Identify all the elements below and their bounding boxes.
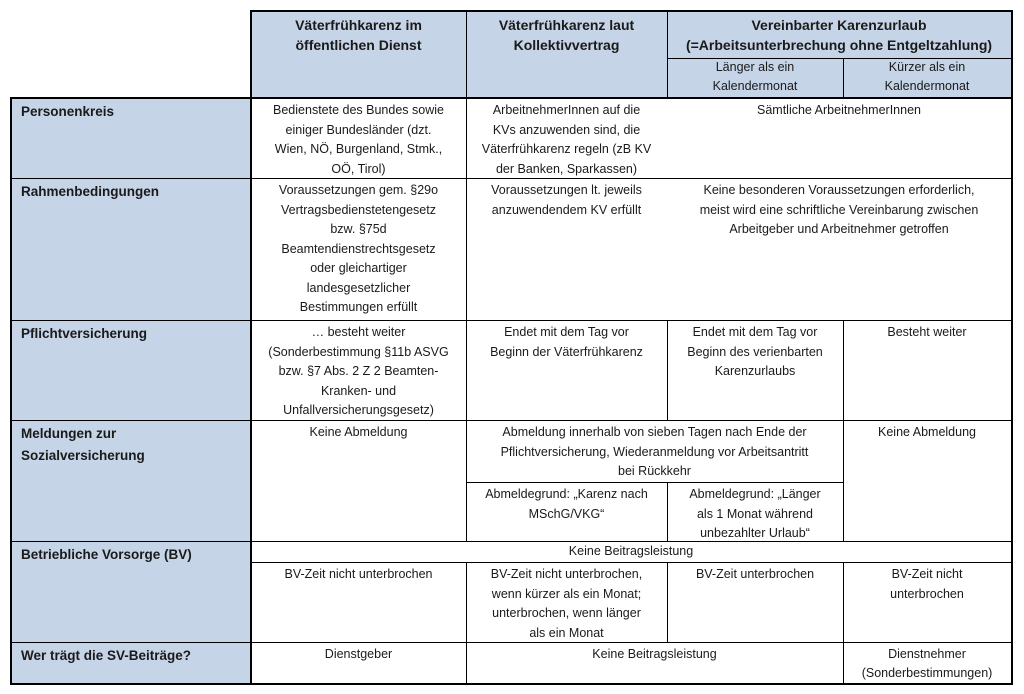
- pflicht-laenger: Endet mit dem Tag vor Beginn des verienbarten Karenzurlaubs: [687, 325, 823, 378]
- meldungen-abmeldegrund-laenger: Abmeldegrund: „Länger als 1 Monat während unbezahlter Urlaub“: [689, 487, 821, 540]
- header-col2: Väterfrühkarenz laut Kollektivvertrag: [466, 11, 667, 98]
- pflicht-kuerzer: Besteht weiter: [887, 325, 967, 339]
- pflicht-kv: Endet mit dem Tag vor Beginn der Väterfrühkarenz: [490, 325, 643, 359]
- header-col3b: Kürzer als ein Kalendermonat: [843, 58, 1011, 98]
- rahmen-karenzurlaub: Keine besonderen Voraussetzungen erforderlich, meist wird eine schriftliche Vereinbarung zwischen Arbeitgeber und Arbeitnehmer getroffen: [699, 183, 979, 236]
- rahmen-oeffentlich: Voraussetzungen gem. §29o Vertragsbedienstetengesetz bzw. §75d Beamtendienstrechtsgesetz oder gleichartiger landesgesetzlicher Bestimmungen erfüllt: [278, 183, 439, 314]
- personenkreis-karenzurlaub: Sämtliche ArbeitnehmerInnen: [757, 103, 921, 117]
- row-label-rahmenbedingungen: Rahmenbedingungen: [11, 178, 251, 320]
- bv-keine-beitragsleistung: Keine Beitragsleistung: [568, 544, 694, 558]
- row-label-wer-traegt: Wer trägt die SV-Beiträge?: [11, 642, 251, 684]
- header-col3: Vereinbarter Karenzurlaub (=Arbeitsunterbrechung ohne Entgeltzahlung): [667, 11, 1011, 58]
- bv-laenger: BV-Zeit unterbrochen: [695, 567, 815, 581]
- row-label-bv: Betriebliche Vorsorge (BV): [11, 541, 251, 642]
- row-label-pflichtversicherung: Pflichtversicherung: [11, 320, 251, 420]
- pflicht-oeffentlich: … besteht weiter (Sonderbestimmung §11b ASVG bzw. §7 Abs. 2 Z 2 Beamten- Kranken- und Unfallversicherungsgesetz): [268, 325, 449, 417]
- bv-oeffentlich: BV-Zeit nicht unterbrochen: [284, 567, 433, 581]
- wer-keine-beitragsleistung: Keine Beitragsleistung: [592, 647, 717, 661]
- personenkreis-oeffentlich: Bedienstete des Bundes sowie einiger Bundesländer (dzt. Wien, NÖ, Burgenland, Stmk., OÖ, Tirol): [273, 103, 444, 176]
- meldungen-abmeldegrund-kv: Abmeldegrund: „Karenz nach MSchG/VKG“: [485, 487, 648, 521]
- header-col3a: Länger als ein Kalendermonat: [667, 58, 843, 98]
- row-label-personenkreis: Personenkreis: [11, 98, 251, 178]
- header-col1: Väterfrühkarenz im öffentlichen Dienst: [251, 11, 466, 98]
- personenkreis-kv: ArbeitnehmerInnen auf die KVs anzuwenden sind, die Väterfrühkarenz regeln (zB KV der Banken, Sparkassen): [481, 103, 652, 176]
- wer-kuerzer: Dienstnehmer (Sonderbestimmungen): [861, 647, 993, 680]
- bv-kuerzer: BV-Zeit nicht unterbrochen: [890, 567, 964, 601]
- meldungen-abmeldung: Abmeldung innerhalb von sieben Tagen nach Ende der Pflichtversicherung, Wiederanmeldung vor Arbeitsantritt bei Rückkehr: [500, 425, 809, 478]
- bv-kv: BV-Zeit nicht unterbrochen, wenn kürzer als ein Monat; unterbrochen, wenn länger als ein Monat: [490, 567, 643, 640]
- meldungen-kuerzer: Keine Abmeldung: [878, 425, 976, 439]
- rahmen-kv: Voraussetzungen lt. jeweils anzuwendendem KV erfüllt: [491, 183, 642, 217]
- meldungen-oeffentlich: Keine Abmeldung: [309, 425, 408, 439]
- wer-oeffentlich: Dienstgeber: [324, 647, 393, 661]
- row-label-meldungen: Meldungen zur Sozialversicherung: [11, 420, 251, 541]
